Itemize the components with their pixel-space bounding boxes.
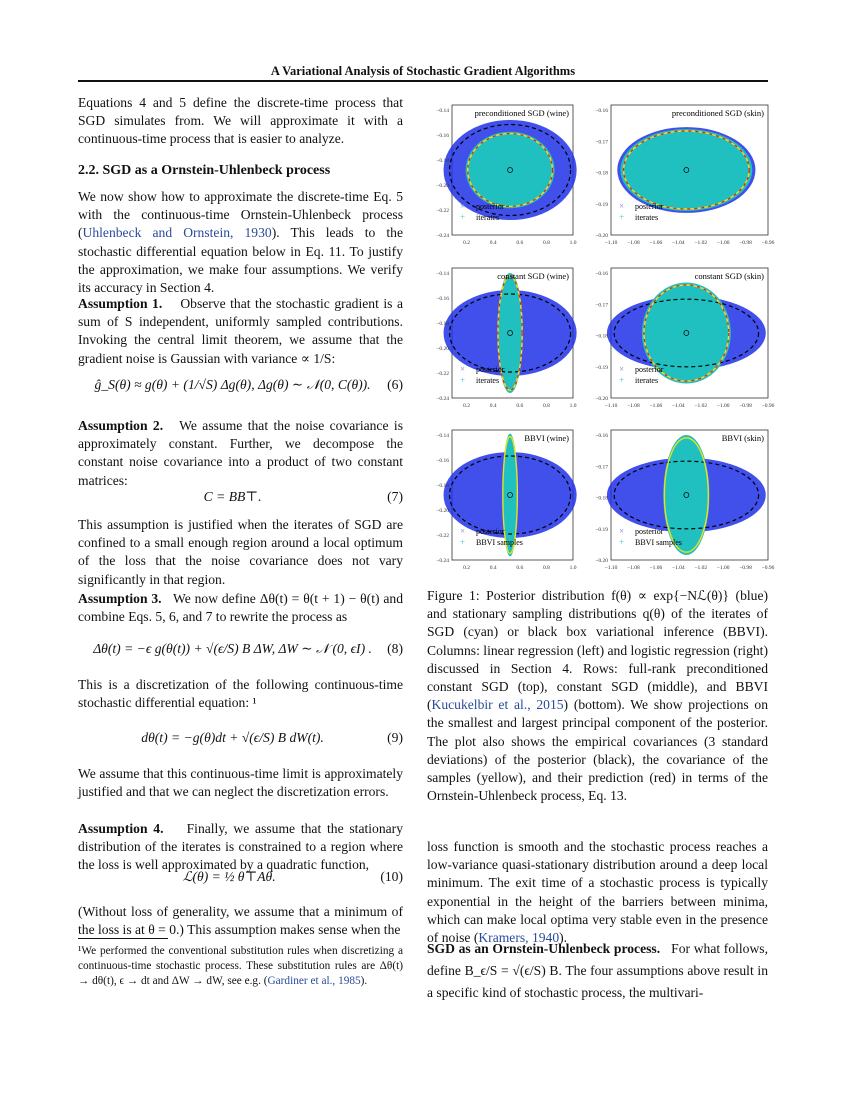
x-tick-label: 0.2 [463,240,470,246]
y-tick-label: −0.18 [595,170,608,177]
panel [595,268,774,409]
eq-number: (7) [387,489,403,504]
footnote-rule [78,938,168,939]
eq-number: (10) [380,869,403,884]
x-tick-label: 0.8 [542,403,550,409]
panel-title: preconditioned SGD (wine) [474,108,569,118]
text: ). [360,975,368,987]
figure-1 [400,98,780,573]
x-tick-label: −0.98 [739,240,752,246]
legend-label: iterates [635,213,659,222]
legend-label: iterates [635,376,659,385]
y-tick-label: −0.20 [436,346,449,352]
eq: ĝ_S(θ) ≈ g(θ) + (1/√S) Δg(θ), Δg(θ) ∼ 𝒩(0, C(θ)). [94,377,371,392]
text: ). This leads to the stochastic differential equation below in Eq. 11. To justify the approximation, we make four assumptions. We verify its accuracy in Section 4. [78,225,403,296]
x-tick-label: −0.96 [761,565,775,571]
y-tick-label: −0.24 [436,558,449,564]
text: ¹We performed the conventional substitution rules when discretizing a continuous-time stochastic process. These substitution rules are Δθ(t) → dθ(t), ϵ → dt and ΔW → dW, see e.g. ( [78,945,403,987]
legend-label: BBVI samples [476,538,523,547]
legend-label: BBVI samples [635,538,682,547]
x-tick-label: −0.98 [739,403,752,409]
eq: Δθ(t) = −ϵ g(θ(t)) + √(ϵ/S) B ΔW, ΔW ∼ 𝒩 (0, ϵI) . [93,641,372,656]
assumption-3 [78,590,403,626]
plus-marker-icon: + [460,537,466,547]
y-tick-label: −0.16 [595,108,608,114]
y-tick-label: −0.18 [595,333,608,340]
panel-title: BBVI (wine) [524,433,569,443]
text: We now show how to approximate the discrete-time Eq. 5 with the continuous-time Ornstein-Uhlenbeck process ( [78,189,403,241]
citation-link[interactable]: Kucukelbir et al., 2015 [431,697,564,713]
plus-marker-icon: + [619,375,625,385]
x-tick-label: −1.08 [627,565,640,571]
x-marker-icon: × [619,364,625,374]
y-tick-label: −0.17 [595,139,608,146]
paragraph: (Without loss of generality, we assume that a minimum of the loss is at θ = 0.) This assumption makes sense when the [78,904,403,938]
label: Assumption 3. [78,591,162,606]
eq-number: (9) [387,730,403,745]
x-tick-label: 0.4 [489,240,497,246]
paragraph: This assumption is justified when the iterates of SGD are confined to a small enough region around a local optimum of the loss that the noise covariance does not vary significantly in that region. [78,517,403,587]
legend-label: posterior [476,527,505,536]
text: We assume that the noise covariance is approximately constant. Further, we decompose the constant noise covariance into a product of two constant matrices: [78,418,403,488]
text: Figure 1: Posterior distribution f(θ) ∝ exp{−Nℒ(θ)} (blue) and stationary sampling distributions q(θ) of the iterates of SGD (cyan) or black box variational inference (BBVI). Columns: linear regression (left) and logistic regression (right) discussed in Section 4. Rows: full-rank preconditioned constant SGD (top), constant SGD (middle), and BBVI ( [427,588,768,713]
assumption-4 [78,820,403,875]
y-tick-label: −0.19 [595,526,608,533]
x-tick-label: −1.10 [604,565,618,571]
text: ). [559,930,568,946]
label: Assumption 1. [78,296,163,311]
x-tick-label: 0.2 [463,565,470,571]
x-tick-label: −0.96 [761,403,775,409]
paragraph [427,838,768,947]
panel [436,430,576,571]
equation-6 [78,376,403,394]
y-tick-label: −0.14 [436,271,449,277]
x-tick-label: 0.2 [463,403,470,409]
x-tick-label: −1.02 [694,565,708,571]
y-tick-label: −0.22 [436,371,449,377]
x-tick-label: 1.0 [569,403,577,409]
legend-label: posterior [635,202,664,211]
x-tick-label: −1.00 [716,240,730,246]
equation-7 [78,488,403,506]
paragraph: We assume that this continuous-time limit is approximately justified and that we can neglect the discretization errors. [78,766,403,800]
y-tick-label: −0.24 [436,396,449,402]
panel-title: constant SGD (wine) [497,271,569,281]
legend-label: posterior [476,202,505,211]
x-tick-label: −1.04 [671,240,685,246]
x-tick-label: 0.8 [542,240,550,246]
citation-link[interactable]: Uhlenbeck and Ornstein, 1930 [82,225,272,241]
x-tick-label: 0.4 [489,403,497,409]
x-tick-label: −1.06 [649,565,663,571]
panel [595,430,774,571]
paragraph [78,188,403,297]
x-marker-icon: × [619,526,625,536]
paragraph: This is a discretization of the following continuous-time stochastic differential equation: ¹ [78,677,403,711]
y-tick-label: −0.18 [436,483,449,489]
x-tick-label: −1.02 [694,403,708,409]
eq-number: (8) [387,641,403,656]
plus-marker-icon: + [460,375,466,385]
plus-marker-icon: + [619,212,625,222]
legend-label: iterates [476,376,500,385]
x-tick-label: −1.08 [627,403,640,409]
figure-caption [427,587,768,805]
x-tick-label: −1.06 [649,240,663,246]
y-tick-label: −0.20 [436,183,449,189]
x-tick-label: 0.6 [516,565,524,571]
plus-marker-icon: + [460,212,466,222]
label: Assumption 4. [78,821,164,836]
eq: C = BB⊤. [203,489,262,504]
x-marker-icon: × [460,526,466,536]
text: Observe that the stochastic gradient is a sum of S independent, uniformly sampled contributions. Invoking the central limit theorem, we assume that the gradient noise is Gaussian with variance ∝ 1/S: [78,296,403,366]
label: Assumption 2. [78,418,164,433]
x-tick-label: −1.06 [649,403,663,409]
panel-title: BBVI (skin) [721,433,764,443]
text: loss function is smooth and the stochastic process reaches a low-variance quasi-stationary distribution around a deep local minimum. The exit time of a stochastic process is typically exponential in the height of the barriers between minima, which can make local optima very stable even in the presence of noise ( [427,839,768,946]
y-tick-label: −0.20 [595,396,608,402]
legend-label: posterior [635,365,664,374]
text: We now define Δθ(t) = θ(t + 1) − θ(t) and combine Eqs. 5, 6, and 7 to rewrite the process as [78,591,403,625]
y-tick-label: −0.19 [595,364,608,371]
equation-10 [78,868,403,886]
equation-9 [78,729,403,747]
paragraph [427,938,768,1004]
assumption-2 [78,417,403,490]
y-tick-label: −0.20 [595,233,608,239]
x-tick-label: 1.0 [569,240,577,246]
y-tick-label: −0.17 [595,464,608,471]
x-tick-label: −0.96 [761,240,775,246]
x-tick-label: −1.04 [671,565,685,571]
text: For what follows, define B_ϵ/S = √(ϵ/S) B. The four assumptions above result in a specific kind of stochastic process, the multivari- [427,941,768,1000]
samples-cloud [466,132,555,208]
y-tick-label: −0.18 [436,158,449,164]
y-tick-label: −0.18 [595,495,608,502]
section-heading: 2.2. SGD as a Ornstein-Uhlenbeck process [78,163,331,178]
panel-title: preconditioned SGD (skin) [671,108,764,118]
x-tick-label: 1.0 [569,565,577,571]
panel [436,268,576,409]
samples-cloud [620,129,752,211]
y-tick-label: −0.16 [436,296,449,302]
y-tick-label: −0.24 [436,233,449,239]
label: SGD as an Ornstein-Uhlenbeck process. [427,941,661,956]
y-tick-label: −0.22 [436,533,449,539]
citation-link[interactable]: Gardiner et al., 1985 [267,975,361,987]
legend-label: posterior [635,527,664,536]
panel-title: constant SGD (skin) [694,271,764,281]
y-tick-label: −0.18 [436,321,449,327]
x-tick-label: −1.00 [716,403,730,409]
text: ) (bottom). We show projections on the smallest and largest principal component of the posterior. The plot also shows the empirical covariances (3 standard deviations) of the posterior (black), the covariance of the samples (yellow), and their prediction (red) in terms of the Ornstein-Uhlenbeck process, Eq. 13. [427,697,769,804]
x-tick-label: −1.04 [671,403,685,409]
equation-8 [78,640,403,658]
y-tick-label: −0.22 [436,208,449,214]
y-tick-label: −0.16 [595,433,608,439]
y-tick-label: −0.19 [595,201,608,208]
x-tick-label: 0.4 [489,565,497,571]
x-tick-label: 0.6 [516,403,524,409]
y-tick-label: −0.17 [595,302,608,309]
x-tick-label: 0.8 [542,565,550,571]
header-rule [78,80,768,82]
y-tick-label: −0.16 [436,458,449,464]
y-tick-label: −0.20 [436,508,449,514]
x-marker-icon: × [619,201,625,211]
eq: ℒ(θ) = ½ θ⊤Aθ. [182,869,276,884]
plus-marker-icon: + [619,537,625,547]
y-tick-label: −0.14 [436,108,449,114]
panel [595,105,774,246]
y-tick-label: −0.16 [595,271,608,277]
y-tick-label: −0.14 [436,433,449,439]
assumption-1 [78,295,403,368]
x-tick-label: −1.08 [627,240,640,246]
x-tick-label: −1.02 [694,240,708,246]
paragraph: Equations 4 and 5 define the discrete-time process that SGD simulates from. We will approximate it with a continuous-time process that is easier to analyze. [78,95,403,147]
running-header: A Variational Analysis of Stochastic Gradient Algorithms [270,64,576,78]
eq-number: (6) [387,377,403,392]
text: Finally, we assume that the stationary distribution of the iterates is constrained to a region where the loss is well approximated by a quadratic function, [78,821,403,873]
x-tick-label: −1.00 [716,565,730,571]
eq: dθ(t) = −g(θ)dt + √(ϵ/S) B dW(t). [141,730,324,745]
x-tick-label: 0.6 [516,240,524,246]
footnote [78,944,403,989]
citation-link[interactable]: Kramers, 1940 [478,930,560,946]
x-tick-label: −0.98 [739,565,752,571]
x-marker-icon: × [460,364,466,374]
legend-label: posterior [476,365,505,374]
x-tick-label: −1.10 [604,403,618,409]
y-tick-label: −0.20 [595,558,608,564]
x-tick-label: −1.10 [604,240,618,246]
legend-label: iterates [476,213,500,222]
y-tick-label: −0.16 [436,133,449,139]
x-marker-icon: × [460,201,466,211]
panel [436,105,576,246]
